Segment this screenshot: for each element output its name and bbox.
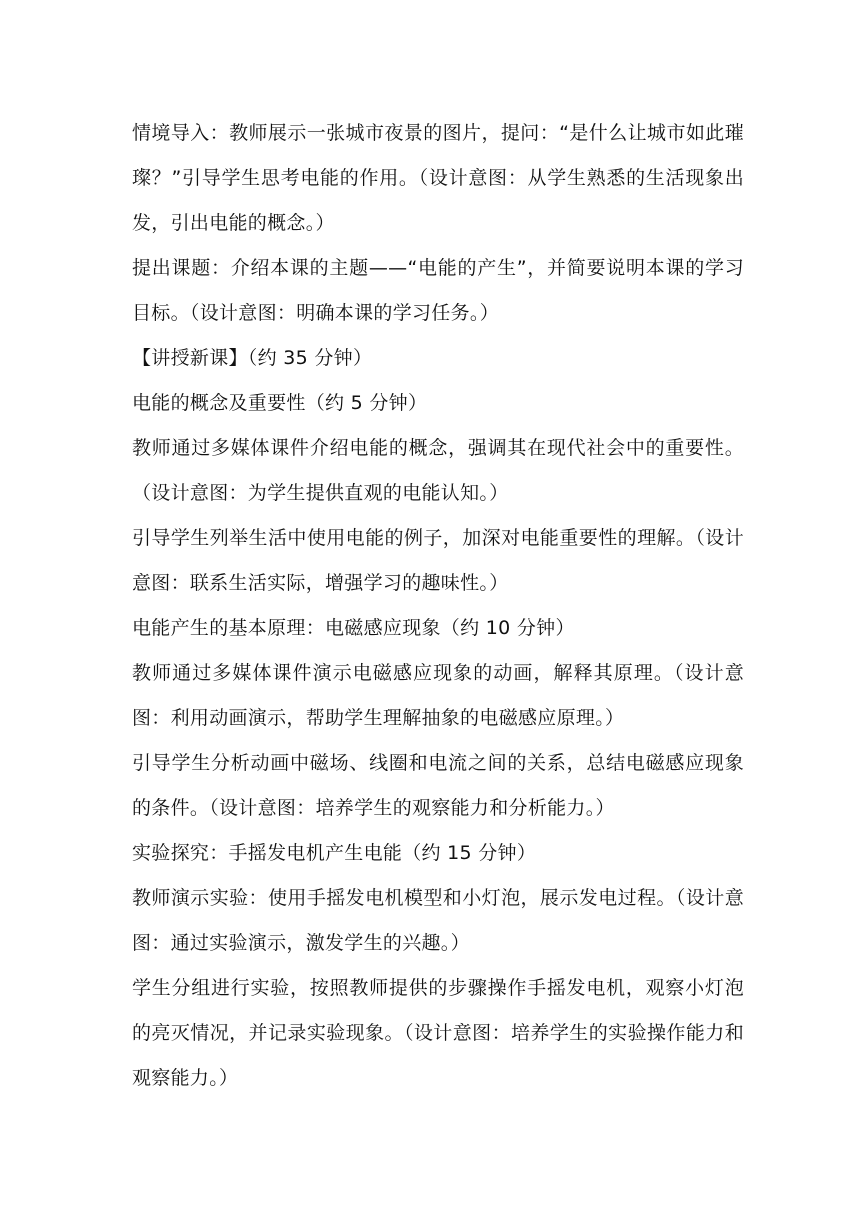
paragraph-teacher-demo: 教师演示实验：使用手摇发电机模型和小灯泡，展示发电过程。（设计意图：通过实验演示，激发学生的兴趣。） bbox=[132, 887, 744, 954]
paragraph-topic-intro: 提出课题：介绍本课的主题——“电能的产生”，并简要说明本课的学习目标。（设计意图：明确本课的学习任务。） bbox=[132, 257, 744, 324]
paragraph-student-analysis: 引导学生分析动画中磁场、线圈和电流之间的关系，总结电磁感应现象的条件。（设计意图：培养学生的观察能力和分析能力。） bbox=[132, 752, 744, 819]
paragraph-teacher-concept: 教师通过多媒体课件介绍电能的概念，强调其在现代社会中的重要性。（设计意图：为学生提供直观的电能认知。） bbox=[132, 437, 744, 504]
subheading-concept-importance: 电能的概念及重要性（约 5 分钟） bbox=[132, 392, 428, 414]
section-heading-new-lesson: 【讲授新课】（约 35 分钟） bbox=[132, 347, 373, 369]
paragraph-student-group-experiment: 学生分组进行实验，按照教师提供的步骤操作手摇发电机，观察小灯泡的亮灭情况，并记录实验现象。（设计意图：培养学生的实验操作能力和观察能力。） bbox=[132, 977, 744, 1089]
subheading-experiment: 实验探究：手摇发电机产生电能（约 15 分钟） bbox=[132, 842, 537, 864]
paragraph-situation-intro: 情境导入：教师展示一张城市夜景的图片，提问：“是什么让城市如此璀璨？”引导学生思考电能的作用。（设计意图：从学生熟悉的生活现象出发，引出电能的概念。） bbox=[132, 122, 744, 234]
paragraph-student-examples: 引导学生列举生活中使用电能的例子，加深对电能重要性的理解。（设计意图：联系生活实际，增强学习的趣味性。） bbox=[132, 527, 744, 594]
subheading-basic-principle: 电能产生的基本原理：电磁感应现象（约 10 分钟） bbox=[132, 617, 575, 639]
document-body bbox=[132, 111, 744, 1101]
paragraph-teacher-animation: 教师通过多媒体课件演示电磁感应现象的动画，解释其原理。（设计意图：利用动画演示，帮助学生理解抽象的电磁感应原理。） bbox=[132, 662, 744, 729]
